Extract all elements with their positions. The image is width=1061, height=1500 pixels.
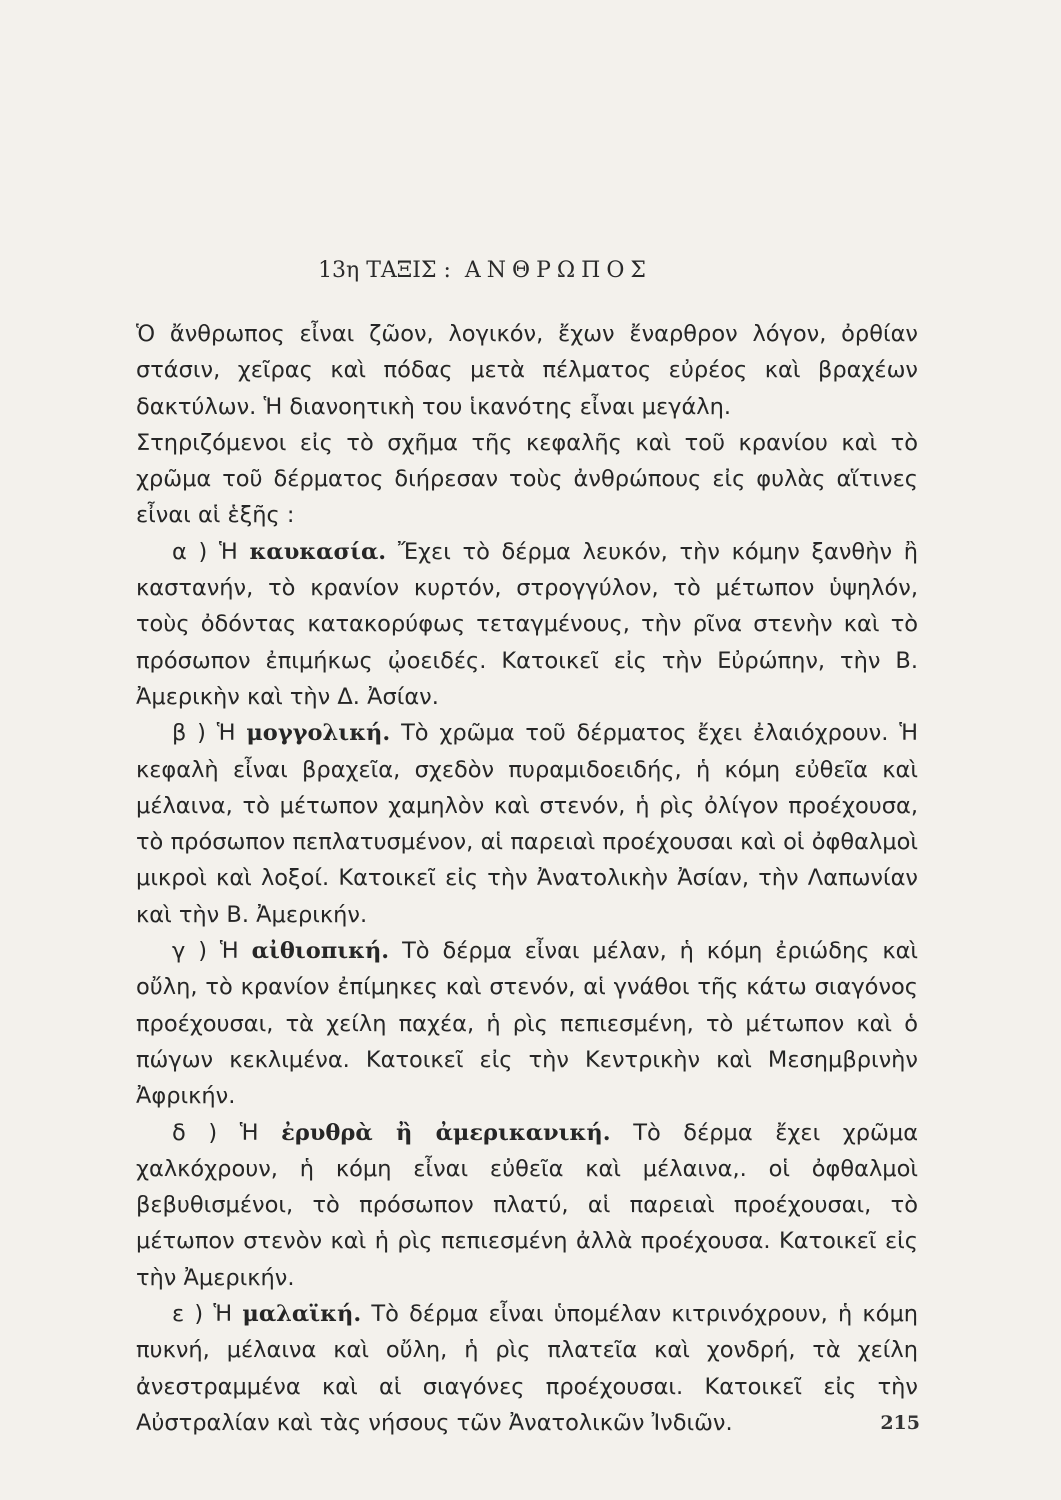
intro-paragraph-2: Στηριζόμενοι εἰς τὸ σχῆμα τῆς κεφαλῆς καὶ τοῦ κρανίου καὶ τὸ χρῶμα τοῦ δέρματος διήρεσαν τοὺς ἀνθρώπους εἰς φυλὰς αἵτινες εἶναι αἱ ἑξῆς : [136, 429, 918, 529]
race-name: μογγολική. [246, 720, 391, 747]
race-paragraph-american [136, 1115, 918, 1296]
race-paragraph-ethiopian [136, 933, 918, 1114]
race-label: δ ) [172, 1119, 218, 1146]
race-article: Ἡ [219, 538, 238, 565]
race-description: Ἔχει τὸ δέρμα λευκόν, τὴν κόμην ξανθὴν ἢ καστανήν, τὸ κρανίον κυρτόν, στρογγύλον, τὸ μέτωπον ὑψηλόν, τοὺς ὀδόντας κατακορύφως τεταγμένους, τὴν ρῖνα στενὴν καὶ τὸ πρόσωπον ἐπιμήκως ᾠοειδές. Κατοικεῖ εἰς τὴν Εὐρώπην, τὴν Β. Ἀμερικὴν καὶ τὴν Δ. Ἀσίαν. [136, 538, 918, 710]
race-article: Ἡ [239, 1119, 259, 1146]
race-article: Ἡ [216, 720, 236, 747]
race-description: Τὸ δέρμα ἔχει χρῶμα χαλκόχρουν, ἡ κόμη εἶναι εὐθεῖα καὶ μέλαινα,. οἱ ὀφθαλμοὶ βεβυθισμένοι, τὸ πρόσωπον πλατύ, αἱ παρειαὶ προέχουσαι, τὸ μέτωπον στενὸν καὶ ἡ ρὶς πεπιεσμένη ἀλλὰ προέχουσα. Κατοικεῖ εἰς τὴν Ἀμερικήν. [136, 1119, 919, 1291]
race-paragraph-malay [136, 1296, 918, 1441]
race-label: α ) [172, 538, 208, 565]
race-label: β ) [172, 720, 206, 747]
race-name: αἰθιοπική. [251, 938, 390, 965]
chapter-title: ΑΝΘΡΩΠΟΣ [464, 258, 652, 283]
race-article: Ἡ [213, 1301, 233, 1328]
race-label: ε ) [172, 1301, 204, 1328]
race-article: Ἡ [219, 938, 239, 965]
race-name: μαλαϊκή. [242, 1301, 362, 1328]
race-description: Τὸ δέρμα εἶναι ὑπομέλαν κιτρινόχρουν, ἡ κόμη πυκνή, μέλαινα καὶ οὔλη, ἡ ρὶς πλατεῖα καὶ χονδρή, τὰ χείλη ἀνεστραμμένα καὶ αἱ σιαγόνες προέχουσαι. Κατοικεῖ εἰς τὴν Αὐστραλίαν καὶ τὰς νήσους τῶν Ἀνατολικῶν Ἰνδιῶν. [136, 1301, 919, 1436]
chapter-heading [0, 258, 970, 283]
intro-paragraph-1: Ὁ ἄνθρωπος εἶναι ζῶον, λογικόν, ἔχων ἔναρθρον λόγον, ὀρθίαν στάσιν, χεῖρας καὶ πόδας μετὰ πέλματος εὐρέος καὶ βραχέων δακτύλων. Ἡ διανοητικὴ του ἱκανότης εἶναι μεγάλη. [136, 321, 918, 420]
race-description: Τὸ χρῶμα τοῦ δέρματος ἔχει ἐλαιόχρουν. Ἡ κεφαλὴ εἶναι βραχεῖα, σχεδὸν πυραμιδοειδής, ἡ κόμη εὐθεῖα καὶ μέλαινα, τὸ μέτωπον χαμηλὸν καὶ στενόν, ἡ ρὶς ὀλίγον προέχουσα, τὸ πρόσωπον πεπλατυσμένον, αἱ παρειαὶ προέχουσαι καὶ οἱ ὀφθαλμοὶ μικροὶ καὶ λοξοί. Κατοικεῖ εἰς τὴν Ἀνατολικὴν Ἀσίαν, τὴν Λαπωνίαν καὶ τὴν Β. Ἀμερικήν. [136, 720, 918, 928]
race-name: ἐρυθρὰ ἢ ἀμερικανική. [281, 1119, 611, 1146]
race-label: γ ) [172, 938, 207, 965]
race-description: Τὸ δέρμα εἶναι μέλαν, ἡ κόμη ἐριώδης καὶ οὔλη, τὸ κρανίον ἐπίμηκες καὶ στενόν, αἱ γνάθοι τῆς κάτω σιαγόνος προέχουσαι, τὰ χείλη παχέα, ἡ ρὶς πεπιεσμένη, τὸ μέτωπον καὶ ὁ πώγων κεκλιμένα. Κατοικεῖ εἰς τὴν Κεντρικὴν καὶ Μεσημβρινὴν Ἀφρικήν. [136, 938, 919, 1110]
race-paragraph-caucasian [136, 534, 918, 715]
chapter-number: 13η ΤΑΞΙΣ : [318, 258, 451, 283]
race-name: καυκασία. [249, 538, 387, 565]
body-text [136, 316, 918, 1441]
race-paragraph-mongolian [136, 715, 918, 933]
page-number: 215 [880, 1412, 920, 1434]
